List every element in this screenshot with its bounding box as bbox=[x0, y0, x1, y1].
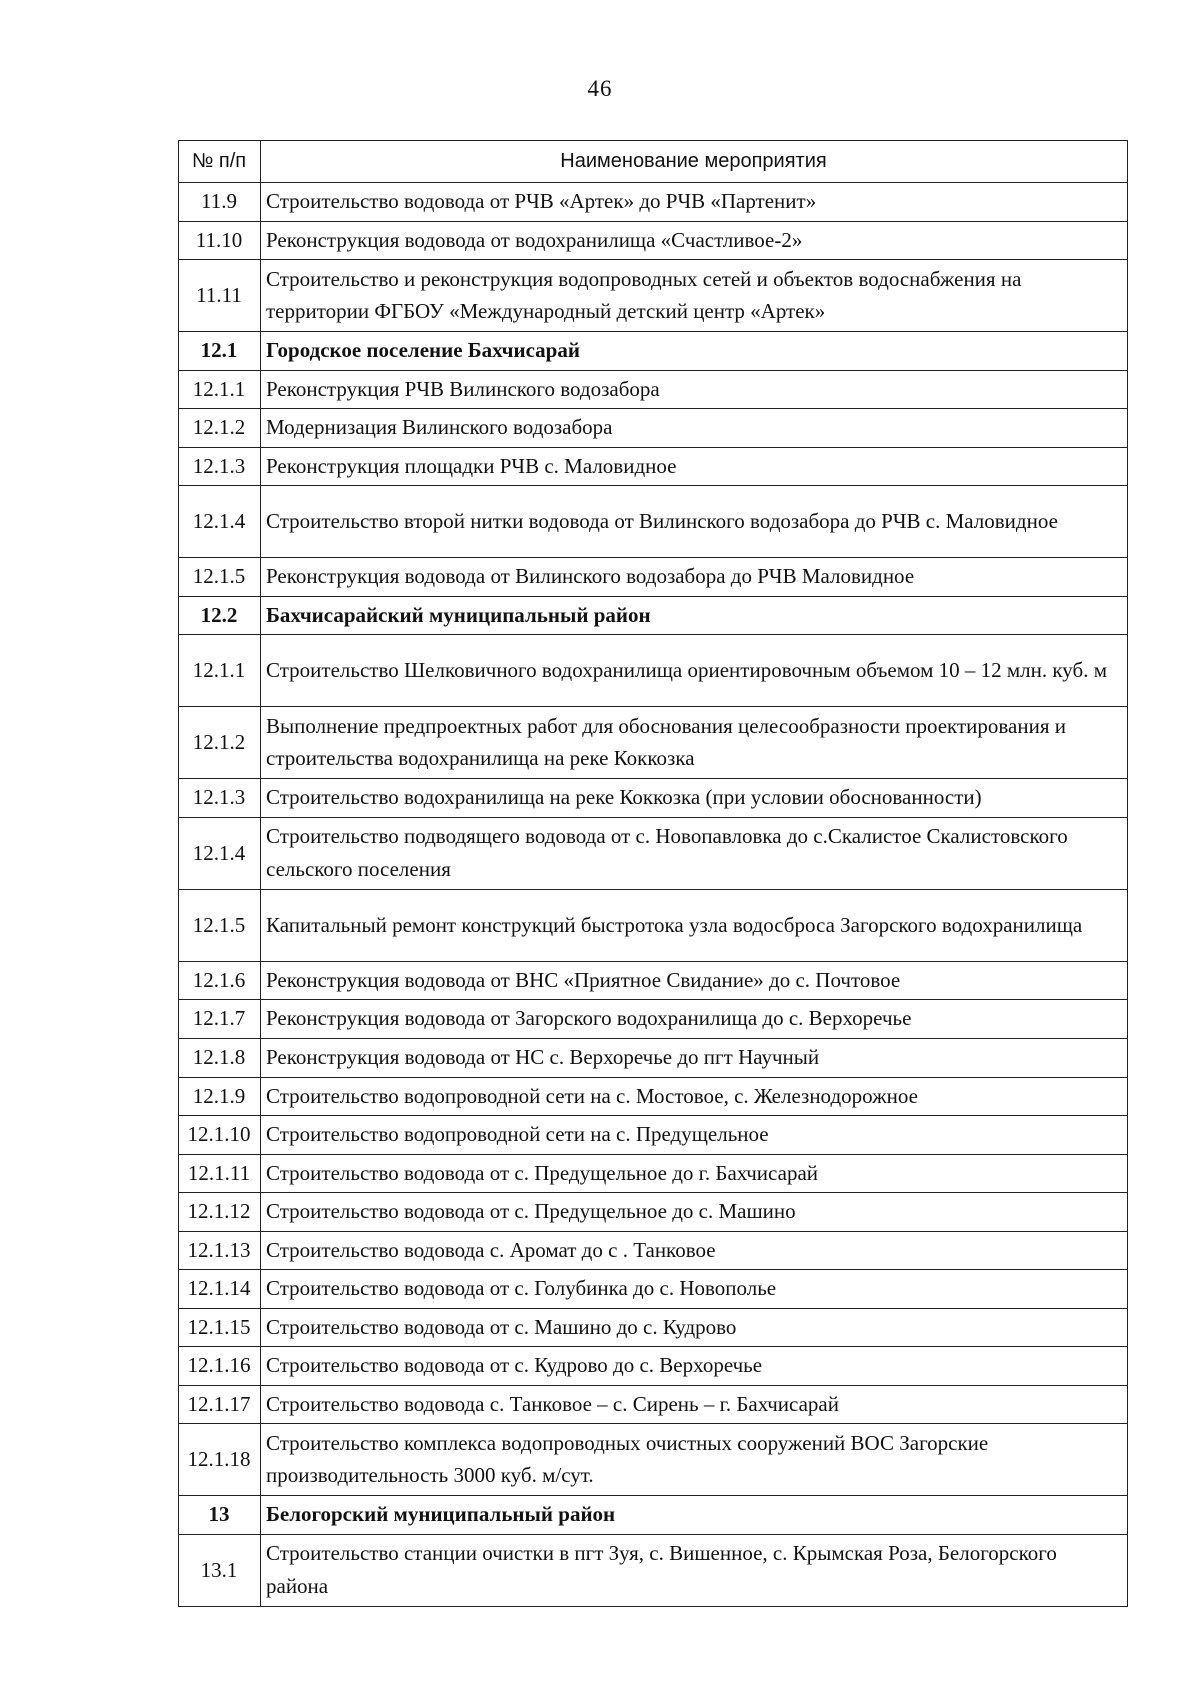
row-name: Капитальный ремонт конструкций быстротока узла водосброса Загорского водохранилища bbox=[261, 889, 1128, 961]
table-row bbox=[179, 447, 1128, 486]
row-name: Строительство водовода от РЧВ «Артек» до РЧВ «Партенит» bbox=[261, 183, 1128, 222]
row-number: 12.1.7 bbox=[179, 1000, 261, 1039]
section-row bbox=[179, 332, 1128, 371]
row-number: 12.1.9 bbox=[179, 1077, 261, 1116]
table-row bbox=[179, 558, 1128, 597]
row-number: 11.11 bbox=[179, 260, 261, 332]
row-number: 12.1.3 bbox=[179, 447, 261, 486]
row-name: Реконструкция РЧВ Вилинского водозабора bbox=[261, 370, 1128, 409]
row-number: 13 bbox=[179, 1496, 261, 1535]
table-body bbox=[179, 183, 1128, 1607]
row-number: 12.1.2 bbox=[179, 707, 261, 779]
row-name: Белогорский муниципальный район bbox=[261, 1496, 1128, 1535]
table-row bbox=[179, 260, 1128, 332]
row-number: 12.1 bbox=[179, 332, 261, 371]
row-name: Реконструкция водовода от Вилинского водозабора до РЧВ Маловидное bbox=[261, 558, 1128, 597]
row-number: 12.1.16 bbox=[179, 1347, 261, 1386]
row-name: Строительство водовода от с. Машино до с. Кудрово bbox=[261, 1308, 1128, 1347]
table-row bbox=[179, 889, 1128, 961]
row-name: Строительство водопроводной сети на с. Мостовое, с. Железнодорожное bbox=[261, 1077, 1128, 1116]
measures-table bbox=[178, 140, 1128, 1607]
row-name: Строительство водовода от с. Предущельное до г. Бахчисарай bbox=[261, 1154, 1128, 1193]
table-row bbox=[179, 1424, 1128, 1496]
row-name: Строительство водохранилища на реке Коккозка (при условии обоснованности) bbox=[261, 779, 1128, 818]
row-number: 12.1.13 bbox=[179, 1231, 261, 1270]
table-row bbox=[179, 1154, 1128, 1193]
row-name: Строительство второй нитки водовода от Вилинского водозабора до РЧВ с. Маловидное bbox=[261, 486, 1128, 558]
row-number: 12.1.14 bbox=[179, 1270, 261, 1309]
table-row bbox=[179, 1077, 1128, 1116]
table-row bbox=[179, 1116, 1128, 1155]
row-number: 12.1.10 bbox=[179, 1116, 261, 1155]
table-row bbox=[179, 183, 1128, 222]
section-row bbox=[179, 596, 1128, 635]
row-number: 12.2 bbox=[179, 596, 261, 635]
row-name: Строительство водовода от с. Предущельное до с. Машино bbox=[261, 1193, 1128, 1232]
row-name: Модернизация Вилинского водозабора bbox=[261, 409, 1128, 448]
row-name: Строительство водовода от с. Голубинка до с. Новополье bbox=[261, 1270, 1128, 1309]
header-num: № п/п bbox=[179, 141, 261, 183]
row-name: Строительство и реконструкция водопроводных сетей и объектов водоснабжения на территории ФГБОУ «Международный детский центр «Артек» bbox=[261, 260, 1128, 332]
row-number: 12.1.5 bbox=[179, 558, 261, 597]
row-name: Строительство Шелковичного водохранилища ориентировочным объемом 10 – 12 млн. куб. м bbox=[261, 635, 1128, 707]
table-row bbox=[179, 486, 1128, 558]
row-number: 12.1.1 bbox=[179, 370, 261, 409]
row-name: Строительство станции очистки в пгт Зуя, с. Вишенное, с. Крымская Роза, Белогорского района bbox=[261, 1535, 1128, 1607]
table-row bbox=[179, 1347, 1128, 1386]
table-row bbox=[179, 635, 1128, 707]
table-row bbox=[179, 817, 1128, 889]
row-number: 12.1.4 bbox=[179, 486, 261, 558]
row-name: Бахчисарайский муниципальный район bbox=[261, 596, 1128, 635]
header-name: Наименование мероприятия bbox=[261, 141, 1128, 183]
row-number: 11.9 bbox=[179, 183, 261, 222]
row-number: 12.1.15 bbox=[179, 1308, 261, 1347]
table-row bbox=[179, 370, 1128, 409]
row-number: 13.1 bbox=[179, 1535, 261, 1607]
table-row bbox=[179, 1193, 1128, 1232]
table-row bbox=[179, 1270, 1128, 1309]
row-number: 11.10 bbox=[179, 221, 261, 260]
row-number: 12.1.1 bbox=[179, 635, 261, 707]
table-row bbox=[179, 707, 1128, 779]
table-header-row bbox=[179, 141, 1128, 183]
table-row bbox=[179, 1385, 1128, 1424]
table-row bbox=[179, 779, 1128, 818]
row-name: Городское поселение Бахчисарай bbox=[261, 332, 1128, 371]
row-number: 12.1.3 bbox=[179, 779, 261, 818]
row-name: Строительство водовода от с. Кудрово до с. Верхоречье bbox=[261, 1347, 1128, 1386]
row-name: Строительство комплекса водопроводных очистных сооружений ВОС Загорские производительность 3000 куб. м/сут. bbox=[261, 1424, 1128, 1496]
row-name: Реконструкция водовода от НС с. Верхоречье до пгт Научный bbox=[261, 1039, 1128, 1078]
row-number: 12.1.6 bbox=[179, 961, 261, 1000]
table-row bbox=[179, 1535, 1128, 1607]
row-name: Выполнение предпроектных работ для обоснования целесообразности проектирования и строительства водохранилища на реке Коккозка bbox=[261, 707, 1128, 779]
row-name: Строительство водовода с. Танковое – с. Сирень – г. Бахчисарай bbox=[261, 1385, 1128, 1424]
row-number: 12.1.12 bbox=[179, 1193, 261, 1232]
row-number: 12.1.17 bbox=[179, 1385, 261, 1424]
row-name: Строительство подводящего водовода от с. Новопавловка до с.Скалистое Скалистовского сельского поселения bbox=[261, 817, 1128, 889]
table-row bbox=[179, 1231, 1128, 1270]
row-number: 12.1.5 bbox=[179, 889, 261, 961]
row-name: Строительство водопроводной сети на с. Предущельное bbox=[261, 1116, 1128, 1155]
row-number: 12.1.11 bbox=[179, 1154, 261, 1193]
row-name: Реконструкция водовода от Загорского водохранилища до с. Верхоречье bbox=[261, 1000, 1128, 1039]
table-row bbox=[179, 1000, 1128, 1039]
table-row bbox=[179, 961, 1128, 1000]
section-row bbox=[179, 1496, 1128, 1535]
table-row bbox=[179, 221, 1128, 260]
row-name: Реконструкция площадки РЧВ с. Маловидное bbox=[261, 447, 1128, 486]
table-row bbox=[179, 409, 1128, 448]
row-name: Реконструкция водовода от водохранилища «Счастливое-2» bbox=[261, 221, 1128, 260]
row-number: 12.1.2 bbox=[179, 409, 261, 448]
table-row bbox=[179, 1308, 1128, 1347]
table-row bbox=[179, 1039, 1128, 1078]
row-number: 12.1.4 bbox=[179, 817, 261, 889]
row-number: 12.1.8 bbox=[179, 1039, 261, 1078]
page-number: 46 bbox=[587, 76, 613, 101]
row-name: Строительство водовода с. Аромат до с . Танковое bbox=[261, 1231, 1128, 1270]
row-name: Реконструкция водовода от ВНС «Приятное Свидание» до с. Почтовое bbox=[261, 961, 1128, 1000]
row-number: 12.1.18 bbox=[179, 1424, 261, 1496]
